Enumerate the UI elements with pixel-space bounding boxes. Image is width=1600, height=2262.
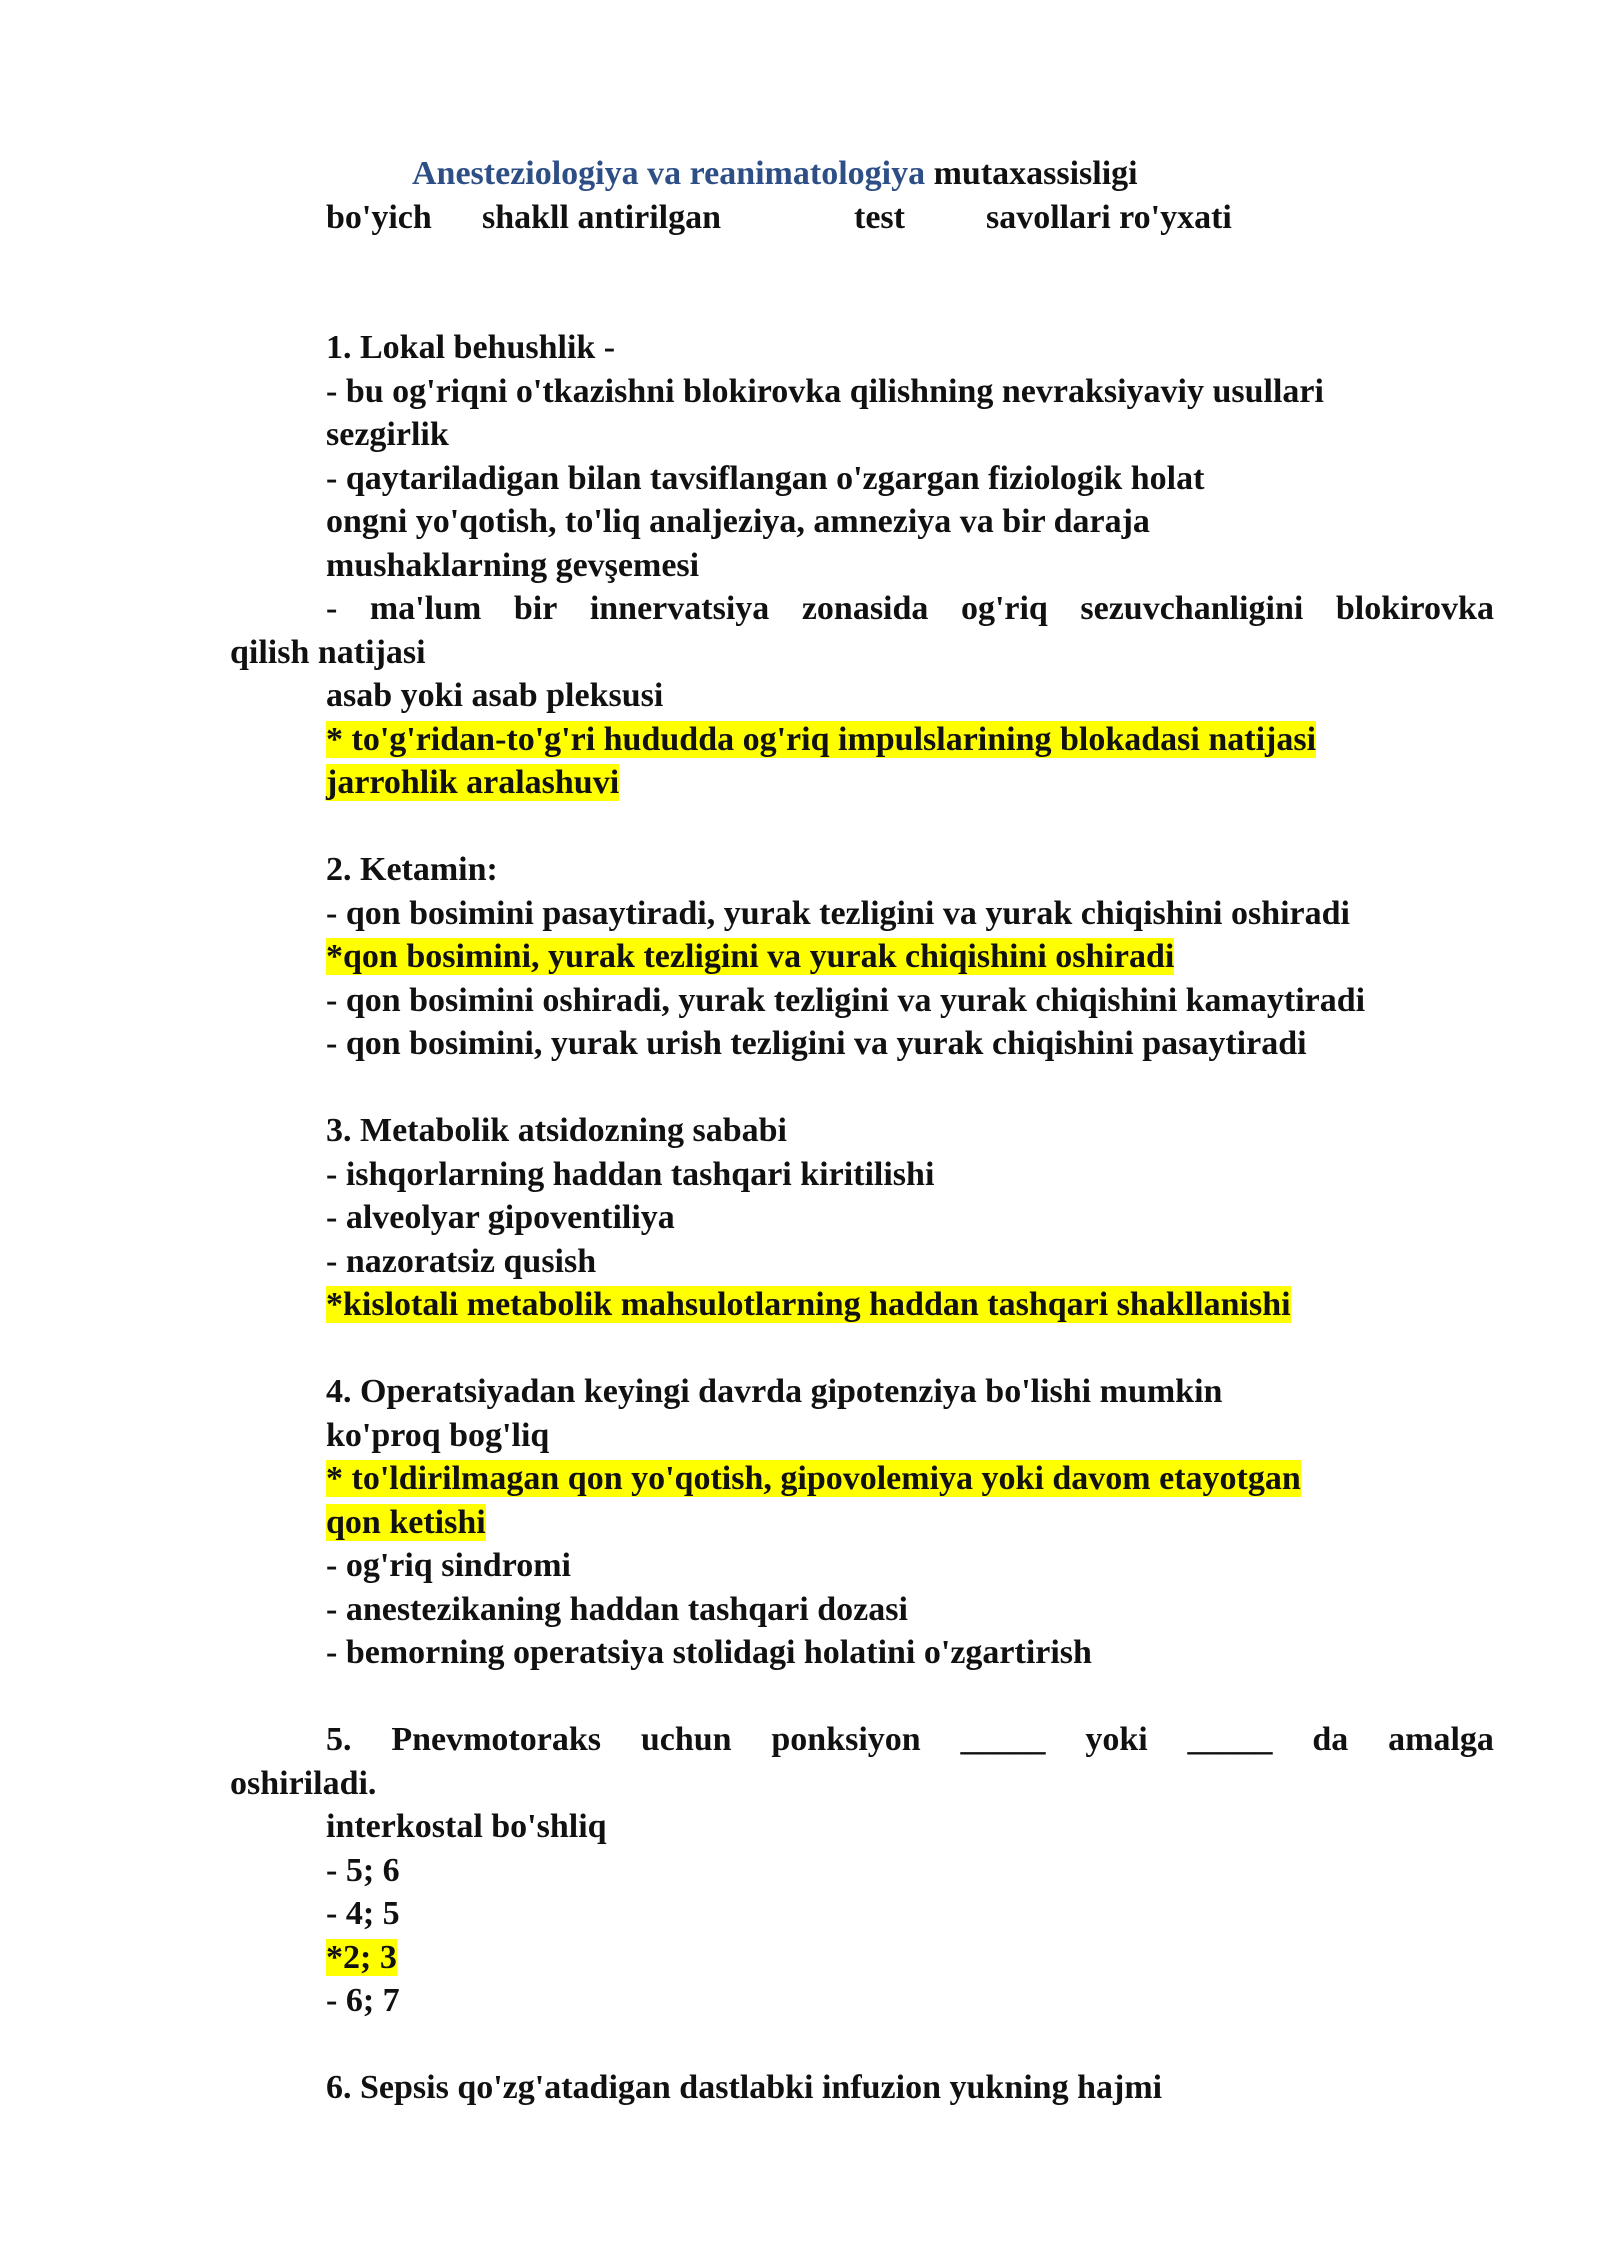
correct-answer-continuation	[326, 1501, 486, 1545]
answer-option-continuation: mushaklarning gevşemesi	[326, 546, 700, 584]
correct-answer	[326, 1936, 397, 1980]
answer-option: - qaytariladigan bilan tavsiflangan o'zgargan fiziologik holat	[326, 459, 1205, 497]
question-5-subtitle: interkostal bo'shliq	[326, 1808, 607, 1845]
answer-option: - qon bosimini pasaytiradi, yurak tezligini va yurak chiqishini oshiradi	[326, 894, 1351, 932]
answer-option-continuation: sezgirlik	[326, 416, 449, 453]
question-5-title	[326, 1718, 1494, 1762]
answer-option: - og'riq sindromi	[326, 1547, 571, 1584]
answer-option: - qon bosimini oshiradi, yurak tezligini va yurak chiqishini kamaytiradi	[326, 981, 1366, 1019]
answer-option: - bemorning operatsiya stolidagi holatini o'zgartirish	[326, 1634, 1092, 1671]
title-suffix: mutaxassisligi	[925, 155, 1138, 192]
subtitle-word: savollari ro'yxati	[986, 199, 1232, 236]
correct-answer-highlight: jarrohlik aralashuvi	[326, 764, 620, 801]
answer-option: - anestezikaning haddan tashqari dozasi	[326, 1590, 908, 1628]
correct-answer-highlight: qon ketishi	[326, 1503, 486, 1541]
answer-option: - 6; 7	[326, 1982, 400, 2019]
answer-option: - 4; 5	[326, 1895, 400, 1932]
word: bir	[513, 590, 558, 627]
answer-option: - 5; 6	[326, 1851, 400, 1889]
question-3-title: 3. Metabolik atsidozning sababi	[326, 1112, 787, 1149]
question-6-title: 6. Sepsis qo'zg'atadigan dastlabki infuzion yukning hajmi	[326, 2069, 1163, 2106]
correct-answer-continuation	[326, 761, 619, 805]
title-line-1	[412, 152, 1138, 196]
title-specialty: Anesteziologiya va reanimatologiya	[412, 155, 926, 192]
question-2-title: 2. Ketamin:	[326, 851, 498, 888]
word: innervatsiya	[589, 590, 770, 627]
correct-answer-highlight: *kislotali metabolik mahsulotlarning haddan tashqari shakllanishi	[326, 1286, 1291, 1323]
answer-option: - ishqorlarning haddan tashqari kiritilishi	[326, 1155, 935, 1193]
word: og'riq	[960, 590, 1048, 627]
answer-option: - alveolyar gipoventiliya	[326, 1199, 675, 1236]
subtitle-word: bo'yich	[326, 199, 432, 236]
word: ponksiyon	[771, 1721, 921, 1758]
word: blokirovka	[1335, 590, 1494, 627]
word: yoki	[1085, 1721, 1148, 1758]
word: 5.	[326, 1721, 352, 1758]
correct-answer	[326, 935, 1174, 979]
answer-option-continuation: ongni yo'qotish, to'liq analjeziya, amneziya va bir daraja	[326, 503, 1150, 540]
answer-option-justified	[326, 587, 1494, 631]
correct-answer	[326, 1283, 1291, 1327]
correct-answer-highlight: * to'ldirilmagan qon yo'qotish, gipovolemiya yoki davom etayotgan	[326, 1460, 1301, 1497]
word: amalga	[1388, 1721, 1494, 1758]
question-5-title-wrap: oshiriladi.	[230, 1764, 377, 1802]
word: ma'lum	[369, 590, 482, 627]
question-4-title: 4. Operatsiyadan keyingi davrda gipotenziya bo'lishi mumkin	[326, 1373, 1223, 1410]
word: da	[1312, 1721, 1349, 1758]
word: -	[326, 590, 338, 627]
correct-answer-highlight: *2; 3	[326, 1938, 397, 1976]
answer-option: - qon bosimini, yurak urish tezligini va yurak chiqishini pasaytiradi	[326, 1025, 1307, 1062]
subtitle-word: test	[854, 199, 905, 236]
answer-option-continuation: asab yoki asab pleksusi	[326, 677, 664, 714]
question-4-title-continuation: ko'proq bog'liq	[326, 1416, 550, 1454]
correct-answer	[326, 718, 1316, 762]
blank: _____	[1187, 1721, 1273, 1758]
correct-answer	[326, 1457, 1301, 1501]
correct-answer-highlight: *qon bosimini, yurak tezligini va yurak chiqishini oshiradi	[326, 938, 1175, 975]
word: uchun	[640, 1721, 732, 1758]
word: Pnevmotoraks	[391, 1721, 601, 1758]
word: zonasida	[801, 590, 929, 627]
answer-option: - nazoratsiz qusish	[326, 1242, 597, 1280]
question-1-title: 1. Lokal behushlik -	[326, 329, 616, 366]
word: sezuvchanligini	[1080, 590, 1304, 627]
correct-answer-highlight: * to'g'ridan-to'g'ri hududda og'riq impulslarining blokadasi natijasi	[326, 720, 1317, 758]
subtitle-word: shakll antirilgan	[482, 199, 722, 236]
answer-option-wrap: qilish natijasi	[230, 633, 426, 671]
answer-option: - bu og'riqni o'tkazishni blokirovka qilishning nevraksiyaviy usullari	[326, 372, 1324, 410]
blank: _____	[960, 1721, 1046, 1758]
